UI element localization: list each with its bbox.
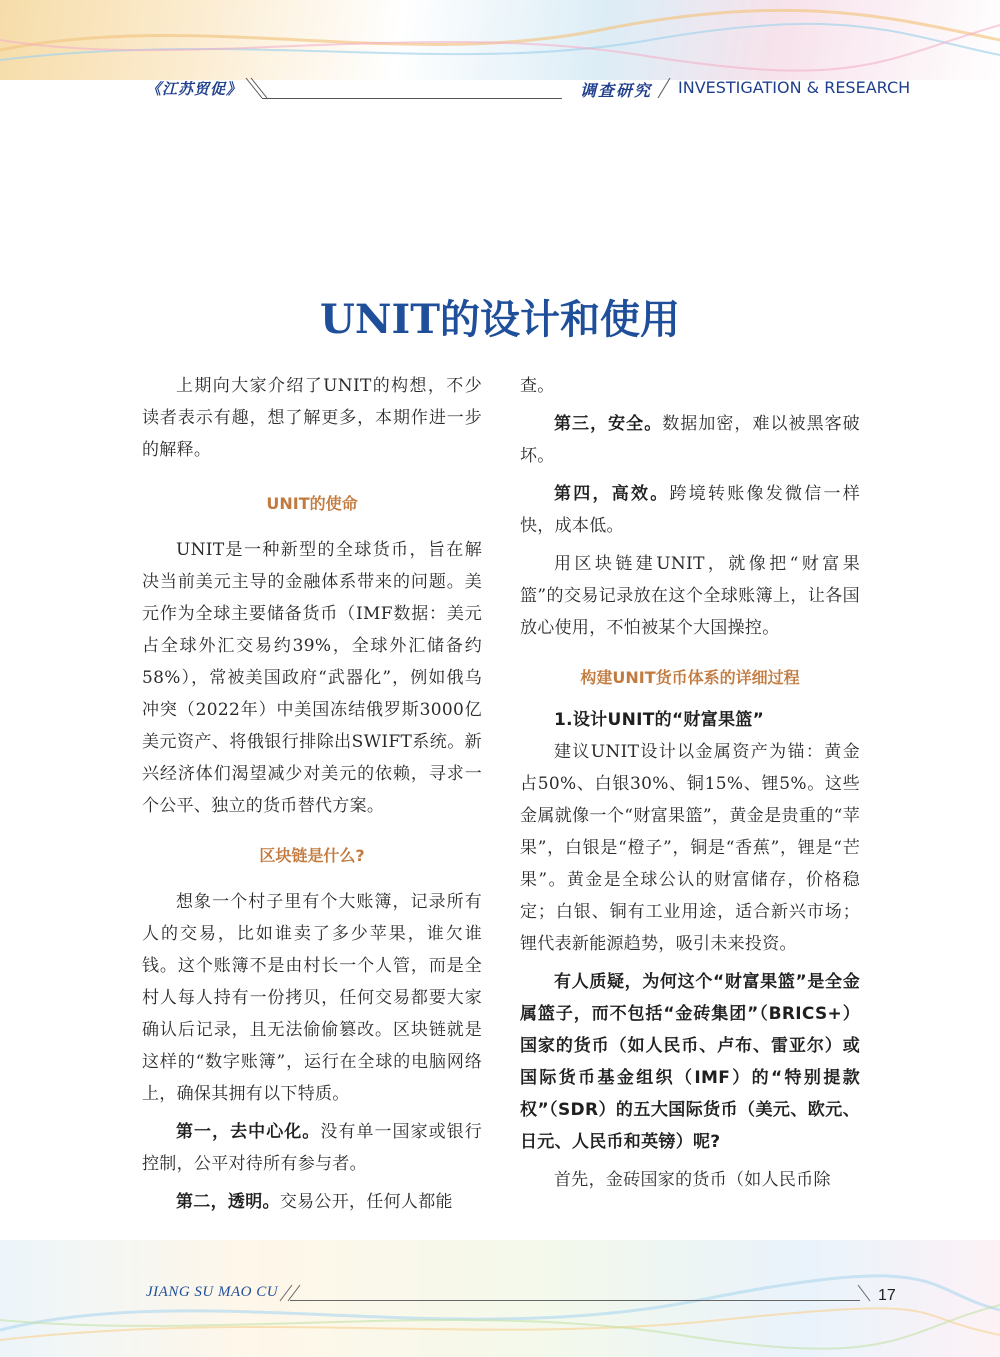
header-decoration xyxy=(0,0,1000,80)
intro-paragraph: 上期向大家介绍了UNIT的构想，不少读者表示有趣，想了解更多，本期作进一步的解释。 xyxy=(142,376,482,460)
footer-rule xyxy=(290,1300,860,1301)
subheading-basket: 1.设计UNIT的“财富果篮” xyxy=(554,710,765,730)
point-third-text: 数据加密，难以被黑客破坏。 xyxy=(520,414,860,466)
mission-paragraph: UNIT是一种新型的全球货币，旨在解决当前美元主导的金融体系带来的问题。美元作为全球主要储备货币（IMF数据：美元占全球外汇交易约39%，全球外汇储备约58%），常被美国政府“武器化”，例如俄乌冲突（2022年）中美国冻结俄罗斯3000亿美元资产、将俄银行排除出SWIFT系统。新兴经济体们渴望减少对美元的依赖，寻求一个公平、独立的货币替代方案。 xyxy=(142,540,482,816)
point-second-text: 交易公开，任何人都能 xyxy=(279,1192,453,1212)
first-reason-paragraph: 首先，金砖国家的货币（如人民币除 xyxy=(554,1170,831,1190)
heading-process: 构建UNIT货币体系的详细过程 xyxy=(580,668,800,687)
heading-mission: UNIT的使命 xyxy=(266,494,358,513)
point-third xyxy=(520,408,860,472)
divider-slash-icon xyxy=(244,76,268,100)
blockchain-paragraph: 想象一个村子里有个大账簿，记录所有人的交易，比如谁卖了多少苹果，谁欠谁钱。这个账簿不是由村长一个人管，而是全村人每人持有一份拷贝，任何交易都要大家确认后记录，且无法偷偷篡改。区块链就是这样的“数字账簿”，运行在全球的电脑网络上，确保其拥有以下特质。 xyxy=(142,892,482,1104)
section-name-en: INVESTIGATION & RESEARCH xyxy=(678,78,911,97)
page-header xyxy=(0,72,1000,108)
magazine-name: 《江苏贸促》 xyxy=(146,80,243,98)
section-name-cn: 调查研究 xyxy=(580,81,653,100)
point-fourth xyxy=(520,478,860,542)
article-title: UNIT的设计和使用 xyxy=(320,296,680,343)
footer-end-icon xyxy=(856,1284,876,1302)
point-second-label: 第二，透明。 xyxy=(176,1192,280,1212)
point-first-label: 第一，去中心化。 xyxy=(176,1122,321,1142)
header-rule xyxy=(262,98,562,99)
page-number: 17 xyxy=(878,1287,896,1304)
point-third-label: 第三，安全。 xyxy=(554,414,663,434)
right-column xyxy=(520,370,860,1196)
point-first xyxy=(142,1116,482,1180)
point-fourth-text: 跨境转账像发微信一样快，成本低。 xyxy=(520,484,860,536)
left-column xyxy=(142,370,482,1218)
continued-text: 查。 xyxy=(520,376,555,396)
point-first-text: 没有单一国家或银行控制，公平对待所有参与者。 xyxy=(142,1122,483,1174)
heading-blockchain: 区块链是什么? xyxy=(259,846,365,865)
point-second xyxy=(142,1186,482,1218)
journal-name: JIANG SU MAO CU xyxy=(146,1284,279,1300)
section-slash-icon xyxy=(654,76,674,100)
summary-paragraph: 用区块链建UNIT，就像把“财富果篮”的交易记录放在这个全球账簿上，让各国放心使用，不怕被某个大国操控。 xyxy=(520,554,860,638)
question-paragraph: 有人质疑，为何这个“财富果篮”是全金属篮子，而不包括“金砖集团”（BRICS+）国家的货币（如人民币、卢布、雷亚尔）或国际货币基金组织（IMF）的“特别提款权”（SDR）的五大国际货币（美元、欧元、日元、人民币和英镑）呢? xyxy=(520,972,860,1152)
point-fourth-label: 第四，高效。 xyxy=(554,484,670,504)
design-paragraph: 建议UNIT设计以金属资产为锚：黄金占50%、白银30%、铜15%、锂5%。这些金属就像一个“财富果篮”，黄金是贵重的“苹果”，白银是“橙子”，铜是“香蕉”，锂是“芒果”。黄金是全球公认的财富储存，价格稳定；白银、铜有工业用途，适合新兴市场；锂代表新能源趋势，吸引未来投资。 xyxy=(520,742,860,954)
